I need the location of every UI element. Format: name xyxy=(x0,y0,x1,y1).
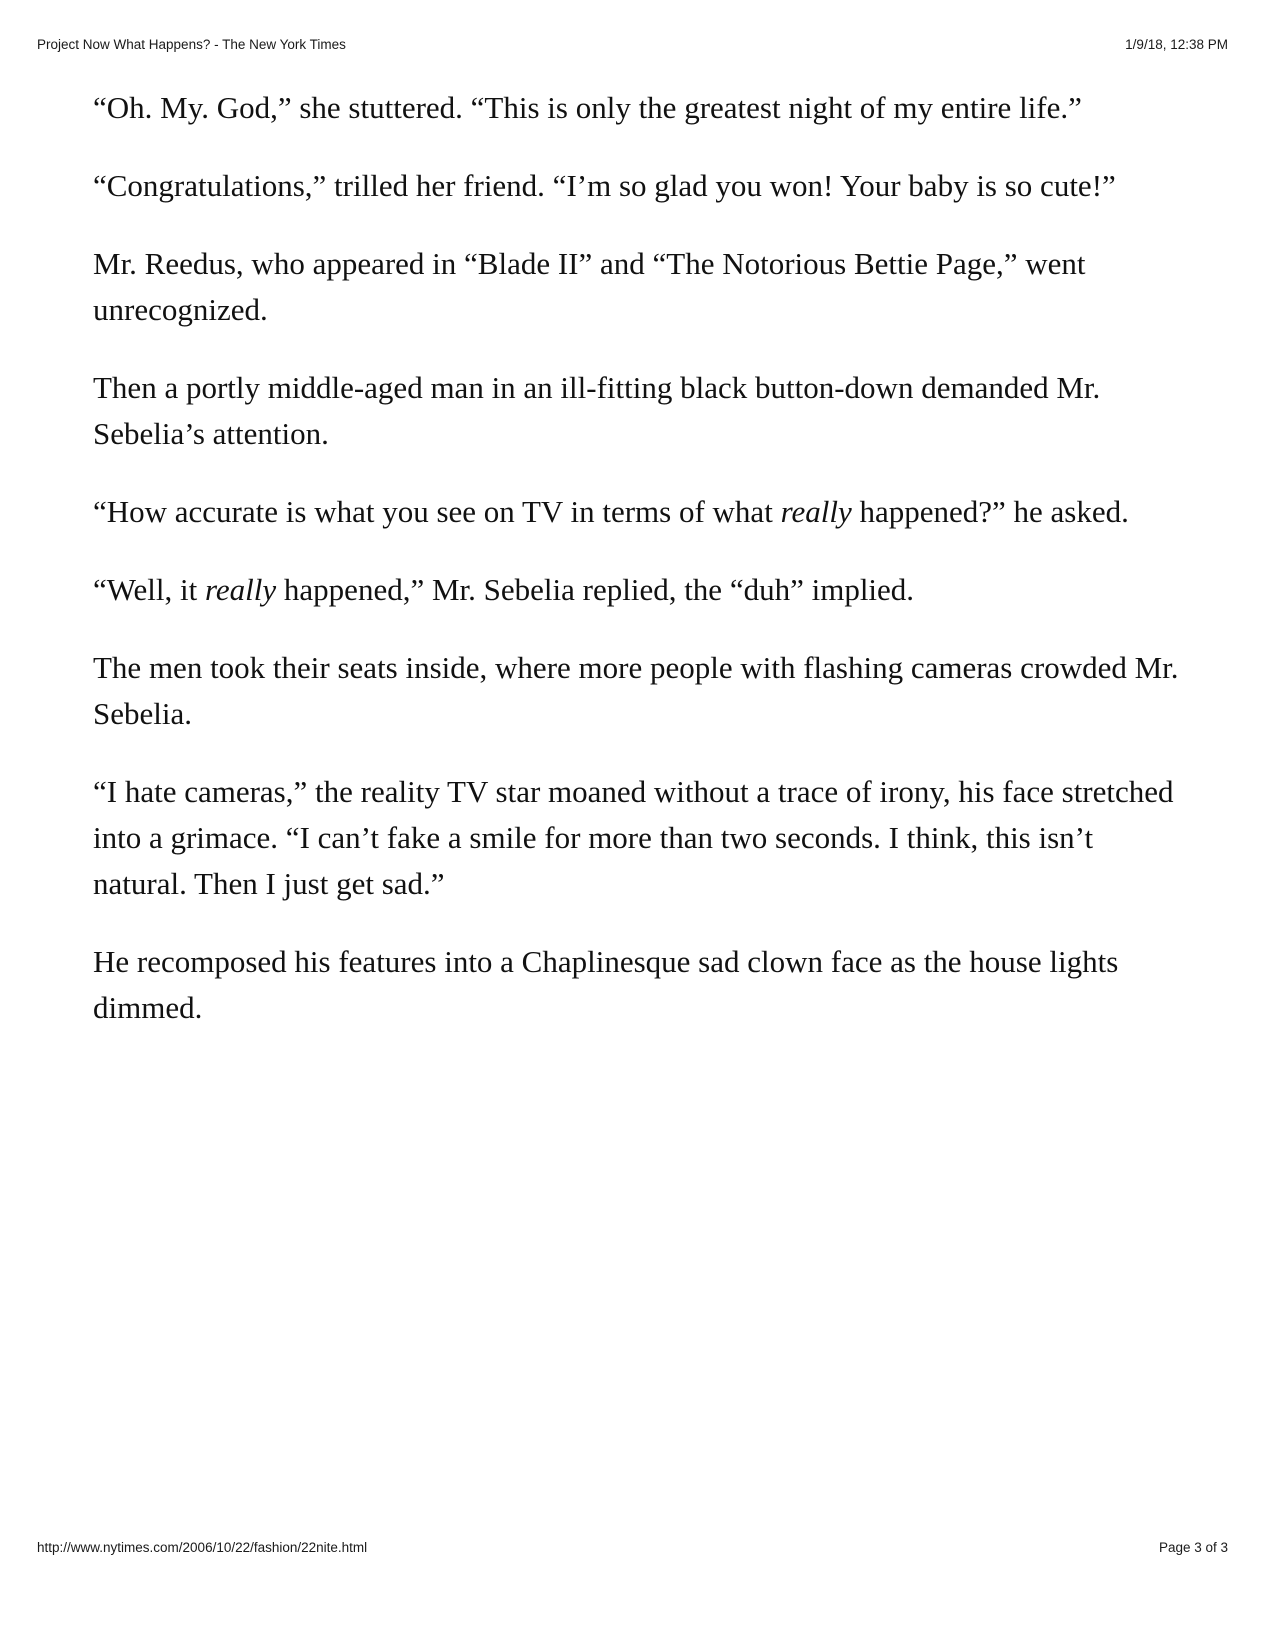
paragraph xyxy=(93,489,1193,535)
page-number: Page 3 of 3 xyxy=(1158,1540,1228,1555)
paragraph-text: “How accurate is what you see on TV in terms of what xyxy=(93,494,781,529)
page-title: Project Now What Happens? - The New York Times xyxy=(37,37,346,52)
paragraph: Then a portly middle-aged man in an ill-fitting black button-down demanded Mr. Sebelia’s attention. xyxy=(93,370,1101,451)
paragraph: The men took their seats inside, where more people with flashing cameras crowded Mr. Sebelia. xyxy=(93,650,1179,731)
paragraph-text: happened,” Mr. Sebelia replied, the “duh” implied. xyxy=(276,572,915,607)
print-footer xyxy=(37,1540,1228,1556)
paragraph: “Oh. My. God,” she stuttered. “This is only the greatest night of my entire life.” xyxy=(93,90,1082,125)
article-body xyxy=(93,85,1193,1063)
print-header xyxy=(37,37,1228,53)
paragraph: He recomposed his features into a Chaplinesque sad clown face as the house lights dimmed. xyxy=(93,944,1119,1025)
paragraph-text: “Well, it xyxy=(93,572,205,607)
paragraph: “Congratulations,” trilled her friend. “I’m so glad you won! Your baby is so cute!” xyxy=(93,168,1116,203)
paragraph xyxy=(93,567,1193,613)
print-datetime: 1/9/18, 12:38 PM xyxy=(1125,37,1228,52)
emphasis-text: really xyxy=(780,494,852,529)
page-url[interactable]: http://www.nytimes.com/2006/10/22/fashion/22nite.html xyxy=(37,1540,368,1555)
paragraph-text: happened?” he asked. xyxy=(851,494,1129,529)
paragraph: “I hate cameras,” the reality TV star moaned without a trace of irony, his face stretched into a grimace. “I can’t fake a smile for more than two seconds. I think, this isn’t natural. Then I just get sad.” xyxy=(93,774,1174,901)
paragraph: Mr. Reedus, who appeared in “Blade II” and “The Notorious Bettie Page,” went unrecognized. xyxy=(93,246,1086,327)
emphasis-text: really xyxy=(205,572,277,607)
